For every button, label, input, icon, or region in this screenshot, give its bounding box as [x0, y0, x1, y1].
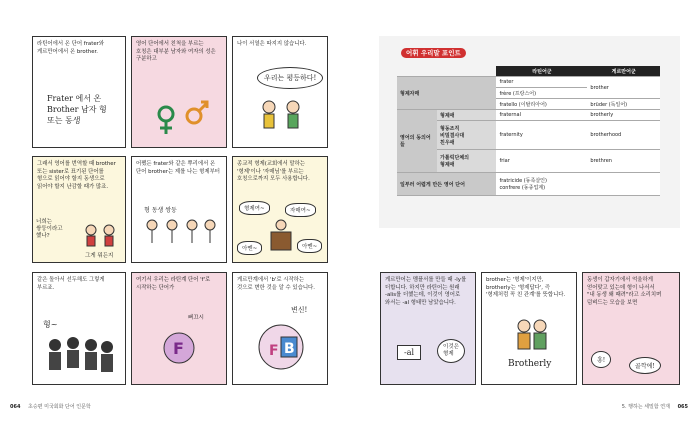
col-german: 게르만어군 [587, 66, 660, 77]
latin-cell: friar [496, 150, 587, 173]
latin-cell: fraternal [496, 110, 587, 121]
speech-bubble: 형제여~ [239, 201, 270, 215]
speech-bubble: 우리는 평등하다! [257, 67, 323, 89]
vocab-table [397, 66, 660, 196]
handwritten-text: 변신! [291, 306, 308, 314]
page-number-left: 064 [10, 404, 21, 410]
brothers-hug-icon [512, 317, 552, 357]
speech-bubble: 아멘~ [237, 241, 262, 255]
comic-panel-5 [131, 156, 227, 263]
german-cell: brother [587, 77, 660, 99]
handwritten-text: Brotherly [508, 359, 552, 369]
comic-panel-2 [131, 36, 227, 148]
panel-caption: 어쨌든 frater와 같은 뿌리에서 온 단어 brother는 제를 나는 형제부터 [136, 161, 221, 175]
row-sub: 가톨릭단체의 형제애 [437, 150, 496, 173]
panel-caption: 종교적 형제(교회에서 말하는 '형제'이나 '자매님'를 부르는 호칭으로까지 모두 사용합니다. [237, 161, 310, 182]
latin-cell: fratricide (동족살인) confrere (동종업계) [496, 173, 587, 196]
comic-panel-1 [32, 36, 126, 148]
footer-left-text: 초승편 미국회화 단어 인문학 [28, 404, 91, 410]
speech-bubble: 자매여~ [285, 203, 316, 217]
handwritten-text: 뻐끄시 [188, 315, 204, 321]
german-cell: brotherhood [587, 121, 660, 150]
german-cell: brethren [587, 150, 660, 173]
comic-panel-10 [380, 272, 476, 385]
svg-text:B: B [284, 341, 295, 357]
comic-panel-6 [232, 156, 328, 263]
row-group: 형제자매 [397, 77, 496, 110]
row-sub: 형제애 [437, 110, 496, 121]
handwritten-text: Frater 에서 온 Brother 남자 형 또는 동생 [47, 94, 107, 125]
latin-cell: fratello (이탈리아어) [496, 99, 587, 110]
pulpit-icon [267, 219, 295, 251]
row-group: 영어의 동의어들 [397, 110, 437, 173]
footer-right-text: 5. 행하는 세밀함 연재 [621, 404, 670, 410]
speech-bubble: 흥! [591, 351, 611, 368]
page-number-right: 065 [677, 404, 688, 410]
panel-caption: 나이 서열은 따지지 않습니다. [237, 41, 307, 47]
latin-cell: frère (프랑스어) [496, 88, 587, 99]
panel-caption: 같은 돌아서 선두해도 그렇게 부르죠. [37, 277, 105, 291]
panel-caption: 그래서 영어를 번역할 때 brother 또는 sister로 표기된 단어를 형으로 읽어야 할지 동생으로 읽어야 할지 난감할 때가 많죠. [37, 161, 116, 190]
row-sub: 형동조직 비밀결사대 친우애 [437, 121, 496, 150]
comic-panel-4 [32, 156, 126, 263]
german-cell: brotherly [587, 110, 660, 121]
panel-caption: 라틴어에서 온 단어 frater와 게르만어에서 온 brother. [37, 41, 105, 55]
row-group: 일부러 어렵게 만든 영어 단어 [397, 173, 496, 196]
twins-figure-icon [81, 223, 121, 251]
speech-bubble: 아멘~ [297, 239, 322, 253]
gender-symbols-icon [152, 92, 212, 142]
speech-bubble: 골깍에! [629, 357, 661, 374]
handwritten-text: 형~ [43, 320, 58, 329]
comic-panel-8 [131, 272, 227, 385]
footer-left [10, 403, 91, 410]
two-people-icon [257, 97, 307, 142]
latin-cell: fraternity [496, 121, 587, 150]
col-latin: 라틴어군 [496, 66, 587, 77]
comic-panel-12 [582, 272, 680, 385]
letter-f-icon [154, 323, 204, 373]
speech-bubble: 이것은 형제 [437, 339, 465, 363]
panel-caption: 게르만어는 멤플서를 만들 때 -ly를 더합니다. 하지만 라틴어는 원래 -alis를 더했는데, 이것이 영어로 와서는 -al 형태만 남았습니다. [385, 277, 467, 306]
letter-f-to-b-icon [249, 317, 313, 373]
comic-panel-7 [32, 272, 126, 385]
panel-caption: 영어 단어에서 친척을 부르는 호칭은 대부분 남자와 여자의 성은 구분하고 [136, 41, 216, 62]
panel-caption: 동생이 갑자기에서 억울하게 얻어맞고 있는데 형이 나서서 "내 동생 왜 때려"라고 소리치며 덤벼드는 모습을 보면 [587, 277, 662, 306]
sign-text: -al [397, 345, 421, 360]
panel-caption: 게르만계에서 'b'로 시작하는 것으로 변한 것을 알 수 있습니다. [237, 277, 315, 291]
vocab-table-box [379, 36, 680, 228]
svg-text:F: F [269, 343, 279, 359]
panel-caption: brother는 '형제'이지만, brotherly는 '형제답다', 즉 '형제처럼 꼭 친 관계'를 뜻합니다. [486, 277, 566, 298]
german-cell [587, 173, 660, 196]
vocab-heading: 어휘 우리말 포인트 [401, 48, 466, 57]
comic-panel-11 [481, 272, 577, 385]
german-cell: brüder (독일어) [587, 99, 660, 110]
handwritten-text: 그게 뭐든지 [85, 253, 114, 259]
footer-right [622, 403, 688, 410]
svg-text:F: F [173, 339, 184, 358]
panel-caption: 여기서 우리는 라틴계 단어 'f'로 시작하는 단어가 [136, 277, 211, 291]
people-group-icon [142, 217, 220, 251]
handwritten-text: 형 동생 쌍둥 [144, 207, 177, 214]
handwritten-text: 너희는 쌍둥이라고 했나? [36, 219, 63, 239]
latin-cell: frater [496, 77, 587, 88]
comic-panel-3 [232, 36, 328, 148]
crowd-icon [41, 333, 119, 381]
comic-panel-9 [232, 272, 328, 385]
